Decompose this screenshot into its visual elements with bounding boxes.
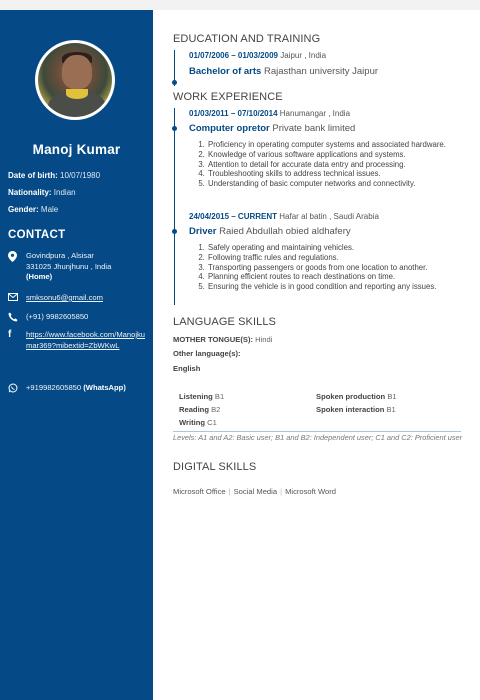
language-skill-grid bbox=[173, 380, 461, 432]
writing-label: Writing bbox=[179, 418, 206, 427]
job-2-role bbox=[189, 226, 351, 237]
separator: | bbox=[280, 487, 283, 496]
phone-number[interactable]: (+91) 9982605850 bbox=[26, 312, 89, 321]
list-item: 4. Planning efficient routes to reach destinations on time. bbox=[207, 272, 474, 282]
list-item: 3. Attention to detail for accurate data entry and processing. bbox=[207, 160, 474, 170]
list-item: 2. Following traffic rules and regulations. bbox=[207, 253, 474, 263]
job-2-dates bbox=[189, 212, 379, 221]
mother-tongue-label: MOTHER TONGUE(S): bbox=[173, 335, 254, 344]
avatar bbox=[38, 43, 112, 117]
other-languages-label: Other language(s): bbox=[173, 349, 241, 358]
reading-level: B2 bbox=[211, 405, 221, 414]
reading-label: Reading bbox=[179, 405, 209, 414]
levels-note: Levels: A1 and A2: Basic user; B1 and B2: Independent user; C1 and C2: Proficient user bbox=[173, 433, 463, 442]
writing-level: C1 bbox=[207, 418, 217, 427]
whatsapp-row bbox=[8, 383, 148, 396]
language-heading: LANGUAGE SKILLS bbox=[173, 316, 276, 328]
spoken-interaction-label: Spoken interaction bbox=[316, 405, 385, 414]
spoken-production-level: B1 bbox=[387, 392, 397, 401]
listening-level: B1 bbox=[214, 392, 225, 401]
work-heading: WORK EXPERIENCE bbox=[173, 91, 283, 103]
job-1-date-range: 01/03/2011 – 07/10/2014 bbox=[189, 109, 278, 118]
spoken-interaction-level: B1 bbox=[386, 405, 396, 414]
facebook-link[interactable]: https://www.facebook.com/Manojkumar369?mibextid=ZbWKwL bbox=[26, 330, 146, 350]
spoken-interaction-skill bbox=[316, 405, 396, 414]
mother-tongue bbox=[173, 335, 272, 344]
education-degree bbox=[189, 66, 378, 77]
other-language-name: English bbox=[173, 364, 201, 373]
digital-heading: DIGITAL SKILLS bbox=[173, 461, 257, 473]
job-2-duties bbox=[189, 243, 474, 292]
job-2-employer: Raied Abdullah obied aldhafery bbox=[219, 226, 351, 237]
job-1-location: Hanumangar , India bbox=[279, 109, 351, 118]
job-2-title: Driver bbox=[189, 226, 217, 237]
date-of-birth bbox=[8, 171, 100, 180]
list-item: 1. Safely operating and maintaining vehicles. bbox=[207, 243, 474, 253]
nationality-value: Indian bbox=[53, 188, 76, 197]
job-2-date-range: 24/04/2015 – CURRENT bbox=[189, 212, 278, 221]
address-line2: 331025 Jhunjhunu , India bbox=[26, 261, 112, 271]
contact-heading: CONTACT bbox=[8, 229, 66, 241]
main-content bbox=[153, 10, 480, 700]
education-location: Jaipur , India bbox=[280, 51, 327, 60]
reading-skill bbox=[179, 405, 220, 414]
profile-photo bbox=[35, 40, 115, 120]
list-item: 1. Proficiency in operating computer systems and associated hardware. bbox=[207, 140, 474, 150]
address-line1: Govindpura , Alsisar bbox=[26, 251, 94, 260]
address bbox=[8, 251, 148, 283]
list-item: 2. Knowledge of various software applications and systems. bbox=[207, 150, 474, 160]
facebook-row bbox=[8, 330, 148, 351]
list-item: 4. Troubleshooting skills to address technical issues. bbox=[207, 169, 474, 179]
work-timeline bbox=[174, 108, 175, 305]
nationality bbox=[8, 188, 76, 197]
whatsapp-tag: (WhatsApp) bbox=[83, 383, 126, 392]
work-dot-2 bbox=[172, 229, 177, 234]
digital-skill-item: Social Media bbox=[233, 487, 278, 496]
mother-tongue-value: Hindi bbox=[255, 335, 273, 344]
listening-skill bbox=[179, 392, 224, 401]
education-date-range: 01/07/2006 – 01/03/2009 bbox=[189, 51, 278, 60]
job-1-employer: Private bank limited bbox=[272, 123, 356, 134]
education-dates bbox=[189, 51, 326, 60]
separator: | bbox=[228, 487, 231, 496]
email-icon bbox=[8, 293, 26, 304]
work-dot-1 bbox=[172, 126, 177, 131]
writing-skill bbox=[179, 418, 217, 427]
location-pin-icon bbox=[8, 251, 26, 283]
gender-label: Gender: bbox=[8, 205, 39, 214]
spoken-production-label: Spoken production bbox=[316, 392, 386, 401]
nationality-label: Nationality: bbox=[8, 188, 52, 197]
sidebar bbox=[0, 10, 153, 700]
job-1-role bbox=[189, 123, 355, 134]
whatsapp-icon bbox=[8, 383, 26, 396]
digital-skill-item: Microsoft Office bbox=[173, 487, 226, 496]
gender-value: Male bbox=[40, 205, 59, 214]
digital-skills-list bbox=[173, 487, 336, 496]
spoken-production-skill bbox=[316, 392, 397, 401]
whatsapp-number[interactable]: +919982605850 bbox=[26, 383, 82, 392]
job-1-duties bbox=[189, 140, 474, 189]
degree-title: Bachelor of arts bbox=[189, 66, 262, 77]
facebook-icon: f bbox=[8, 329, 12, 340]
list-item: 3. Transporting passengers or goods from one location to another. bbox=[207, 263, 474, 273]
list-item: 5. Understanding of basic computer networks and connectivity. bbox=[207, 179, 474, 189]
education-heading: EDUCATION AND TRAINING bbox=[173, 33, 321, 45]
job-1-dates bbox=[189, 109, 350, 118]
education-dot bbox=[172, 80, 177, 85]
dob-value: 10/07/1980 bbox=[60, 171, 101, 180]
listening-label: Listening bbox=[179, 392, 213, 401]
gender bbox=[8, 205, 58, 214]
email-link[interactable]: smksonu6@gmail.com bbox=[26, 293, 103, 302]
phone-row bbox=[8, 312, 148, 325]
person-name: Manoj Kumar bbox=[32, 142, 121, 157]
address-tag: (Home) bbox=[26, 272, 53, 281]
list-item: 5. Ensuring the vehicle is in good condition and reporting any issues. bbox=[207, 282, 474, 292]
digital-skill-item: Microsoft Word bbox=[285, 487, 336, 496]
institution: Rajasthan university Jaipur bbox=[263, 66, 379, 77]
dob-label: Date of birth: bbox=[8, 171, 58, 180]
job-2-location: Hafar al batin , Saudi Arabia bbox=[279, 212, 379, 221]
email-row bbox=[8, 293, 148, 304]
job-1-title: Computer opretor bbox=[189, 123, 270, 134]
phone-icon bbox=[8, 312, 26, 325]
